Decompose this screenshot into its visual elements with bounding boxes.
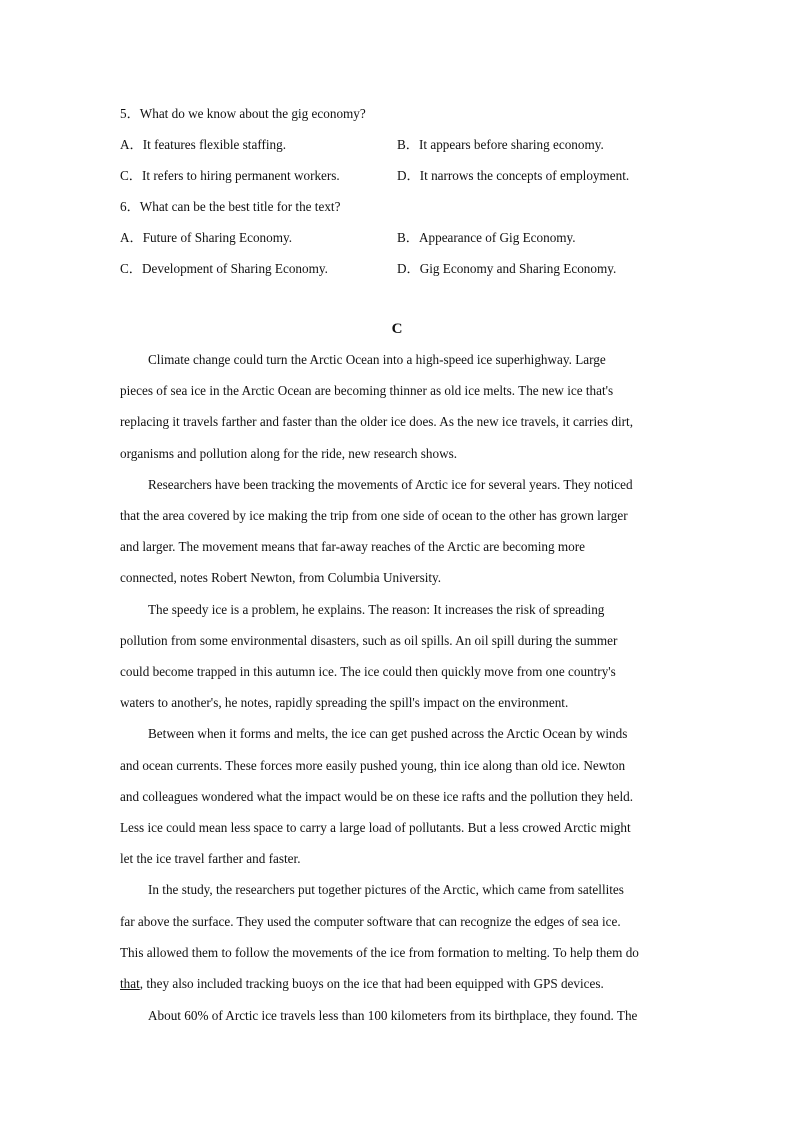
passage-line: Between when it forms and melts, the ice can get pushed across the Arctic Ocean by winds bbox=[148, 726, 628, 741]
question-6-option-b: B．Appearance of Gig Economy. bbox=[397, 230, 576, 245]
passage-line: and ocean currents. These forces more easily pushed young, thin ice along than old ice. Newton bbox=[120, 758, 626, 773]
passage-line: and larger. The movement means that far-away reaches of the Arctic are becoming more bbox=[120, 539, 586, 554]
question-6-option-d: D．Gig Economy and Sharing Economy. bbox=[397, 261, 617, 276]
question-5-option-a: A．It features flexible staffing. bbox=[120, 137, 287, 152]
passage-line: In the study, the researchers put together pictures of the Arctic, which came from satellites bbox=[148, 882, 624, 897]
passage-line-rest: , they also included tracking buoys on the ice that had been equipped with GPS devices. bbox=[139, 976, 604, 991]
passage-line: and colleagues wondered what the impact would be on these ice rafts and the pollution they held. bbox=[120, 789, 634, 804]
passage-line: replacing it travels farther and faster than the older ice does. As the new ice travels, it carries dirt, bbox=[120, 414, 634, 429]
passage-line: far above the surface. They used the computer software that can recognize the edges of sea ice. bbox=[120, 914, 621, 929]
passage-line-with-underline bbox=[120, 976, 604, 992]
passage-line: organisms and pollution along for the ride, new research shows. bbox=[120, 446, 458, 461]
question-6-option-a: A．Future of Sharing Economy. bbox=[120, 230, 293, 245]
passage-line: pieces of sea ice in the Arctic Ocean are becoming thinner as old ice melts. The new ice that's bbox=[120, 383, 614, 398]
section-heading: C bbox=[391, 321, 403, 337]
question-6-option-c: C．Development of Sharing Economy. bbox=[120, 261, 328, 276]
question-5-option-d: D．It narrows the concepts of employment. bbox=[397, 168, 630, 183]
passage-line: About 60% of Arctic ice travels less than 100 kilometers from its birthplace, they found. The bbox=[148, 1008, 638, 1023]
passage-line: Researchers have been tracking the movements of Arctic ice for several years. They noticed bbox=[148, 477, 633, 492]
passage-line: that the area covered by ice making the trip from one side of ocean to the other has grown larger bbox=[120, 508, 628, 523]
passage-line: The speedy ice is a problem, he explains. The reason: It increases the risk of spreading bbox=[148, 602, 605, 617]
question-5-option-c: C．It refers to hiring permanent workers. bbox=[120, 168, 340, 183]
passage-line: let the ice travel farther and faster. bbox=[120, 851, 301, 866]
passage-line: connected, notes Robert Newton, from Columbia University. bbox=[120, 570, 442, 585]
passage-line: waters to another's, he notes, rapidly spreading the spill's impact on the environment. bbox=[120, 695, 569, 710]
question-5-stem: 5．What do we know about the gig economy? bbox=[120, 106, 366, 121]
passage-line: pollution from some environmental disasters, such as oil spills. An oil spill during the summer bbox=[120, 633, 618, 648]
passage-line: This allowed them to follow the movements of the ice from formation to melting. To help them do bbox=[120, 945, 639, 960]
passage-line: could become trapped in this autumn ice. The ice could then quickly move from one country's bbox=[120, 664, 616, 679]
question-6-stem: 6．What can be the best title for the text? bbox=[120, 199, 341, 214]
underlined-word: that bbox=[120, 976, 140, 991]
passage-line: Climate change could turn the Arctic Ocean into a high-speed ice superhighway. Large bbox=[148, 352, 606, 367]
passage-line: Less ice could mean less space to carry a large load of pollutants. But a less crowed Arctic might bbox=[120, 820, 631, 835]
question-5-option-b: B．It appears before sharing economy. bbox=[397, 137, 604, 152]
